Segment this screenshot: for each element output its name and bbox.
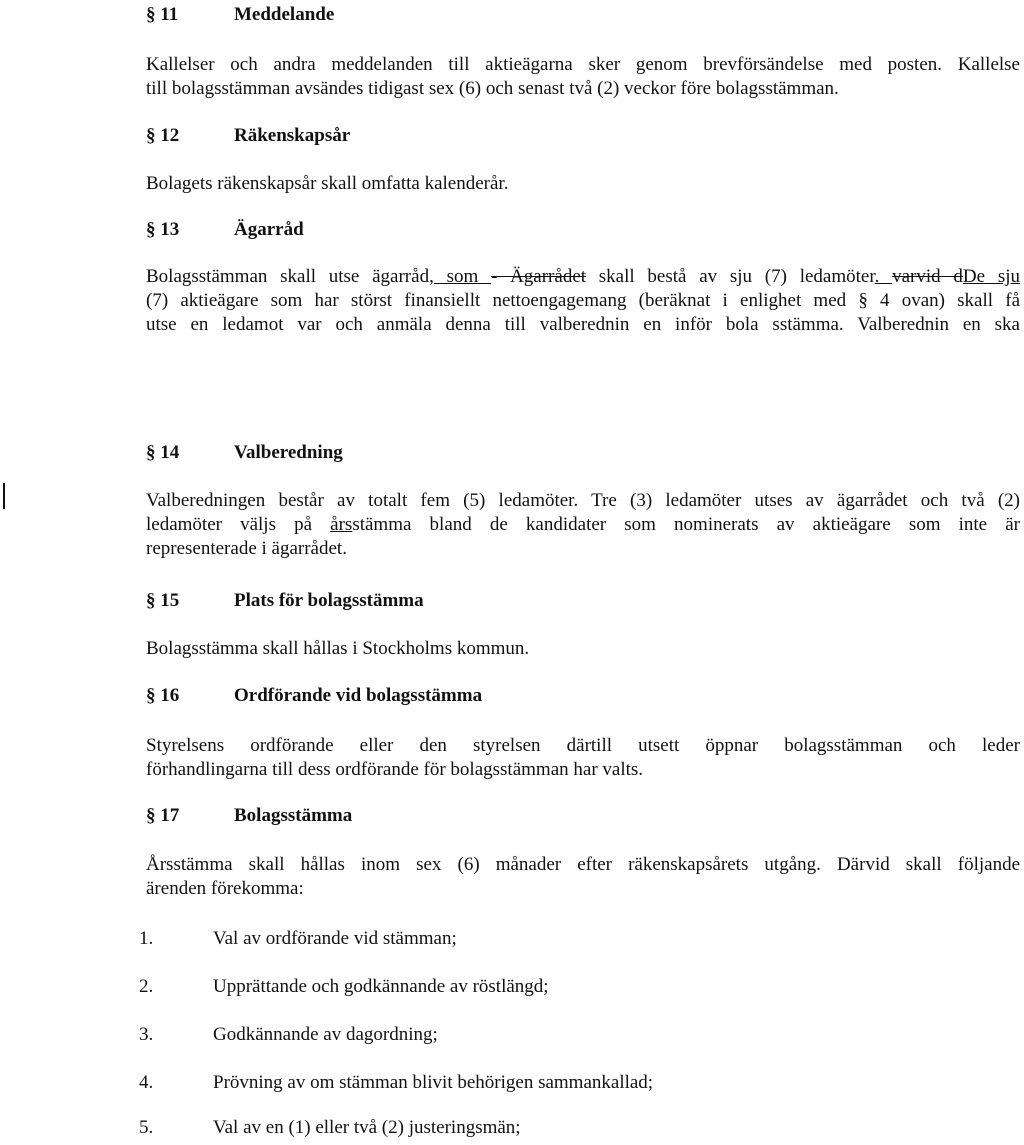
section-title: Bolagsstämma — [234, 805, 353, 826]
list-item — [139, 1024, 438, 1046]
section-12-body — [146, 172, 508, 196]
section-number: § 16 — [146, 685, 180, 706]
section-title: Ägarråd — [234, 219, 304, 240]
section-11-body — [146, 53, 1020, 101]
section-17-body — [146, 853, 1020, 901]
section-12-heading — [146, 125, 350, 147]
change-bar — [3, 483, 5, 509]
list-text: Godkännande av dagordning; — [213, 1024, 438, 1045]
section-number: § 13 — [146, 219, 180, 240]
section-number: § 14 — [146, 442, 180, 463]
section-15-body — [146, 637, 529, 661]
deleted-text: varvid d — [892, 266, 963, 287]
inserted-text: De sju — [962, 266, 1020, 287]
list-text: Val av en (1) eller två (2) justeringsmän; — [213, 1117, 521, 1138]
deleted-text: - Ägarrådet — [491, 266, 587, 287]
section-13-body — [146, 265, 1020, 337]
inserted-text: , som — [429, 266, 491, 287]
paragraph-line: Valberedningen består av totalt fem (5) ledamöter. Tre (3) ledamöter utses av ägarrådet och två (2) — [146, 490, 1020, 511]
section-14-heading — [146, 442, 343, 464]
list-item — [139, 928, 457, 950]
list-text: Val av ordförande vid stämman; — [213, 928, 457, 949]
list-number: 4. — [139, 1072, 154, 1093]
section-title: Plats för bolagsstämma — [234, 590, 424, 611]
section-16-heading — [146, 685, 482, 707]
section-11-heading — [146, 4, 334, 26]
section-13-heading — [146, 219, 304, 241]
list-text: Upprättande och godkännande av röstlängd; — [213, 976, 549, 997]
text-run: ledamöter väljs på — [146, 514, 331, 535]
section-title: Räkenskapsår — [234, 125, 351, 146]
paragraph-line: Kallelser och andra meddelanden till aktieägarna sker genom brevförsändelse med posten. Kallelse — [146, 54, 1020, 75]
paragraph-line: representerade i ägarrådet. — [146, 538, 347, 559]
paragraph-line: Bolagets räkenskapsår skall omfatta kalenderår. — [146, 173, 509, 194]
list-text: Prövning av om stämman blivit behörigen sammankallad; — [213, 1072, 654, 1093]
paragraph-line: Bolagsstämma skall hållas i Stockholms kommun. — [146, 638, 530, 659]
section-16-body — [146, 734, 1020, 782]
tracked-change-line — [146, 265, 1020, 289]
inserted-text: . — [874, 266, 893, 287]
list-item — [139, 1072, 653, 1094]
section-17-heading — [146, 805, 352, 827]
text-run: Bolagsstämman skall utse ägarråd — [146, 266, 430, 287]
text-run: stämma bland de kandidater som nominerats av aktieägare som inte är — [352, 514, 1020, 535]
section-title: Valberedning — [234, 442, 343, 463]
inserted-text: års — [330, 514, 353, 535]
section-number: § 12 — [146, 125, 180, 146]
section-number: § 17 — [146, 805, 180, 826]
section-number: § 11 — [146, 4, 179, 25]
paragraph-line: (7) aktieägare som har störst finansiellt nettoengagemang (beräknat i enlighet med § 4 ovan) skall få — [146, 290, 1020, 311]
paragraph-line: till bolagsstämman avsändes tidigast sex (6) och senast två (2) veckor före bolagsstämman. — [146, 78, 839, 99]
section-title: Ordförande vid bolagsstämma — [234, 685, 483, 706]
text-run: skall bestå av sju (7) ledamöter — [586, 266, 875, 287]
paragraph-line: Styrelsens ordförande eller den styrelsen därtill utsett öppnar bolagsstämman och leder — [146, 735, 1020, 756]
list-item — [139, 976, 549, 998]
section-15-heading — [146, 590, 424, 612]
section-title: Meddelande — [234, 4, 335, 25]
paragraph-line: utse en ledamot var och anmäla denna till valberednin en inför bola sstämma. Valberednin en ska — [146, 314, 1020, 335]
list-number: 2. — [139, 976, 154, 997]
list-item — [139, 1117, 521, 1139]
tracked-change-line — [146, 513, 1020, 537]
list-number: 5. — [139, 1117, 154, 1138]
paragraph-line: Årsstämma skall hållas inom sex (6) månader efter räkenskapsårets utgång. Därvid skall följande — [146, 854, 1020, 875]
section-14-body — [146, 489, 1020, 561]
list-number: 3. — [139, 1024, 154, 1045]
list-number: 1. — [139, 928, 154, 949]
paragraph-line: ärenden förekomma: — [146, 878, 304, 899]
paragraph-line: förhandlingarna till dess ordförande för bolagsstämman har valts. — [146, 759, 644, 780]
section-number: § 15 — [146, 590, 180, 611]
